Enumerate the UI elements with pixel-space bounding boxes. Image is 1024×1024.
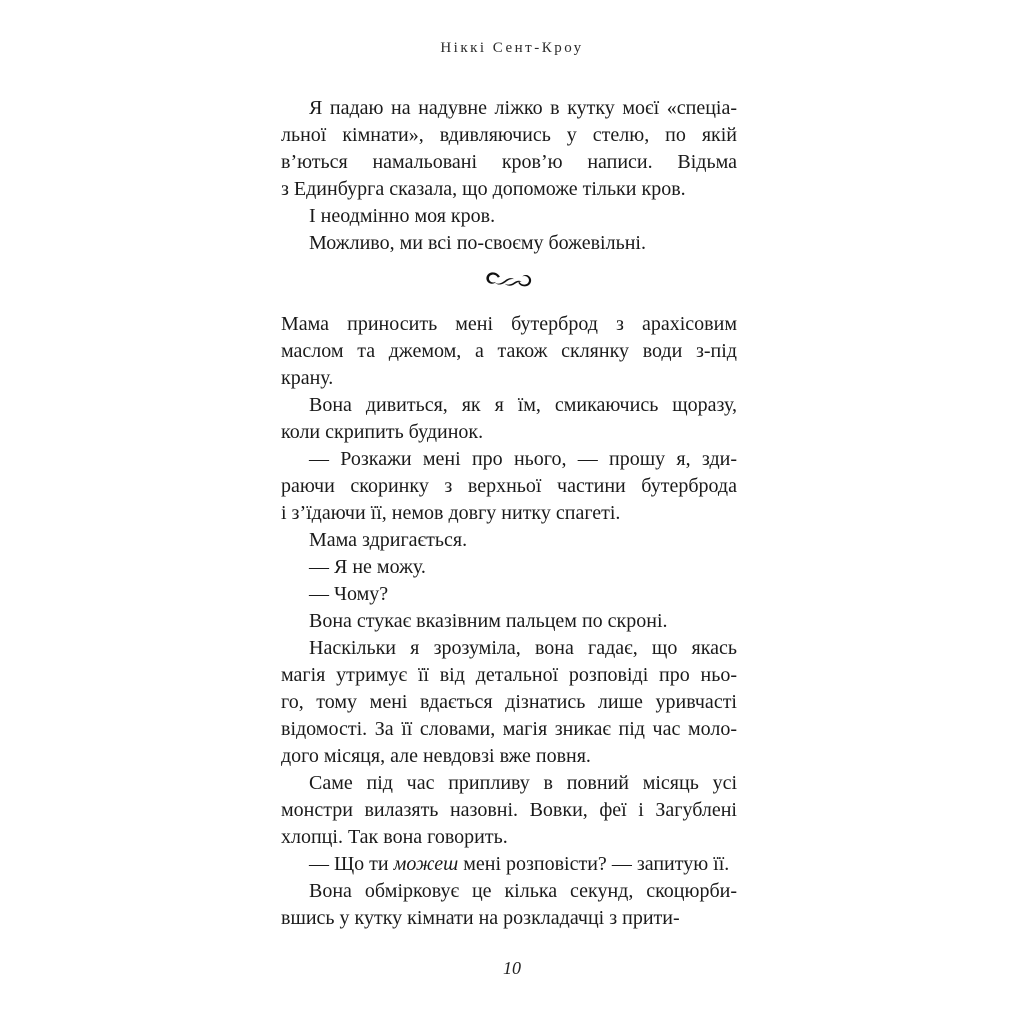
- text-line: з Единбурга сказала, що допоможе тільки кров.: [281, 178, 686, 200]
- text-line: крану.: [281, 367, 334, 389]
- text-line: магія утримує її від детальної розповіді про ньо-: [281, 664, 737, 686]
- paragraph: [281, 446, 737, 527]
- paragraph: [281, 635, 737, 770]
- text-line: І неодмінно моя кров.: [309, 205, 496, 227]
- text-line: — Розкажи мені про нього, — прошу я, зди-: [309, 448, 737, 470]
- text-line: — Що ти можеш мені розповісти? — запитую її.: [309, 853, 730, 875]
- text-line: відомості. За її словами, магія зникає під час моло-: [281, 718, 737, 740]
- text-line: в’ються намальовані кров’ю написи. Відьма: [281, 151, 737, 173]
- paragraph: [281, 554, 737, 581]
- text-line: Мама здригається.: [309, 529, 468, 551]
- section-divider: [281, 257, 737, 311]
- text-line: монстри вилазять назовні. Вовки, феї і Загублені: [281, 799, 737, 821]
- running-header-author: Ніккі Сент-Кроу: [440, 40, 584, 56]
- text-line: Мама приносить мені бутерброд з арахісовим: [281, 313, 737, 335]
- text-line: го, тому мені вдається дізнатись лише уривчасті: [281, 691, 737, 713]
- text-line: Я падаю на надувне ліжко в кутку моєї «спеціа-: [309, 97, 737, 119]
- paragraph: [281, 851, 737, 878]
- text-line: дого місяця, але невдовзі вже повня.: [281, 745, 591, 767]
- text-line: Наскільки я зрозуміла, вона гадає, що якась: [309, 637, 737, 659]
- paragraph: [281, 392, 737, 446]
- paragraph: [281, 581, 737, 608]
- text-line: Саме під час припливу в повний місяць усі: [309, 772, 737, 794]
- text-line: — Чому?: [309, 583, 389, 605]
- paragraph: [281, 230, 737, 257]
- text-line: маслом та джемом, а також склянку води з-під: [281, 340, 737, 362]
- text-line: коли скрипить будинок.: [281, 421, 484, 443]
- page-body: [281, 95, 737, 932]
- page-number: 10: [503, 958, 521, 978]
- text-line: вшись у кутку кімнати на розкладачці з прити-: [281, 907, 680, 929]
- text-line: льної кімнати», вдивляючись у стелю, по якій: [281, 124, 737, 146]
- text-line: — Я не можу.: [309, 556, 426, 578]
- paragraph: [281, 527, 737, 554]
- swash-ornament-icon: [485, 270, 533, 298]
- text-line: Можливо, ми всі по-своєму божевільні.: [309, 232, 646, 254]
- paragraph: [281, 608, 737, 635]
- paragraph: [281, 770, 737, 851]
- text-line: Вона дивиться, як я їм, смикаючись щоразу,: [309, 394, 737, 416]
- paragraph: [281, 878, 737, 932]
- text-line: хлопці. Так вона говорить.: [281, 826, 508, 848]
- text-line: і з’їдаючи її, немов довгу нитку спагеті.: [281, 502, 621, 524]
- paragraph: [281, 311, 737, 392]
- text-line: раючи скоринку з верхньої частини бутерброда: [281, 475, 737, 497]
- paragraph: [281, 203, 737, 230]
- text-line: Вона обмірковує це кілька секунд, скоцюрби-: [309, 880, 737, 902]
- text-line: Вона стукає вказівним пальцем по скроні.: [309, 610, 668, 632]
- paragraph: [281, 95, 737, 203]
